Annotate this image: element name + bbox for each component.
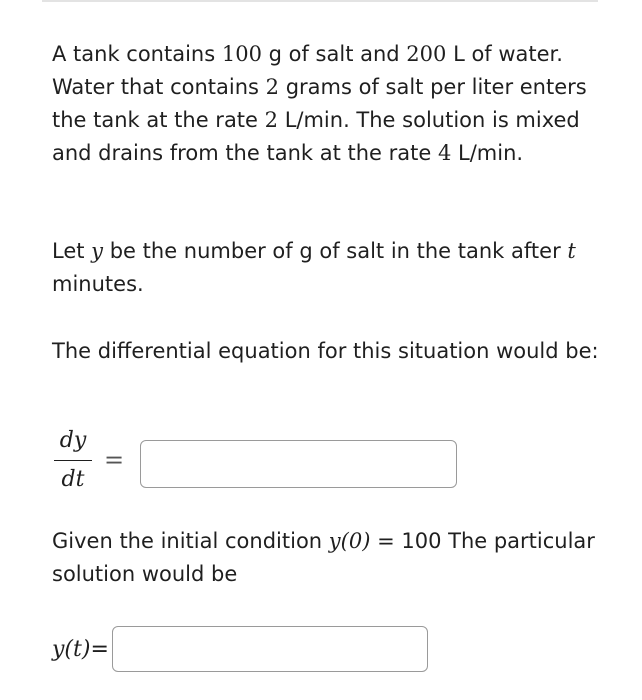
text: grams of salt per liter enters the tank at the rate [52, 75, 587, 132]
var-y: y [91, 239, 104, 263]
text: L/min. The solution is mixed and drains from the tank at the rate [52, 108, 580, 165]
text: be the number of g of salt in the tank after [103, 239, 568, 263]
de-answer-input[interactable] [140, 440, 457, 488]
text: g of salt and [261, 42, 407, 66]
text: Given the initial condition [52, 529, 329, 553]
dy-dt-fraction [52, 426, 94, 495]
text: minutes. [52, 272, 144, 296]
initial-condition-prompt [52, 525, 600, 591]
solution-answer-input[interactable] [112, 626, 428, 672]
de-prompt: The differential equation for this situation would be: [52, 339, 599, 363]
text: L/min. [451, 141, 524, 165]
y-of-t: y(t) [52, 637, 91, 662]
top-divider [42, 0, 598, 2]
fraction-bar [54, 460, 92, 461]
text: A tank contains [52, 42, 222, 66]
equals-sign: = [104, 446, 125, 474]
solution-label [52, 632, 109, 668]
fraction-numerator: dy [59, 428, 87, 453]
water-amount: 200 [406, 42, 447, 66]
variable-definition [52, 235, 600, 301]
var-t: t [567, 239, 576, 263]
problem-statement [52, 38, 600, 170]
ic-expression: y(0) [328, 529, 371, 553]
concentration: 2 [265, 75, 280, 99]
text: L of water. Water that contains [52, 42, 563, 99]
fraction-denominator: dt [61, 467, 85, 492]
text: = 100 The particular solution would be [52, 529, 595, 586]
rate-out: 4 [437, 141, 452, 165]
solution-equals: = [90, 637, 109, 662]
rate-in: 2 [264, 108, 279, 132]
text: Let [52, 239, 92, 263]
salt-amount: 100 [221, 42, 262, 66]
